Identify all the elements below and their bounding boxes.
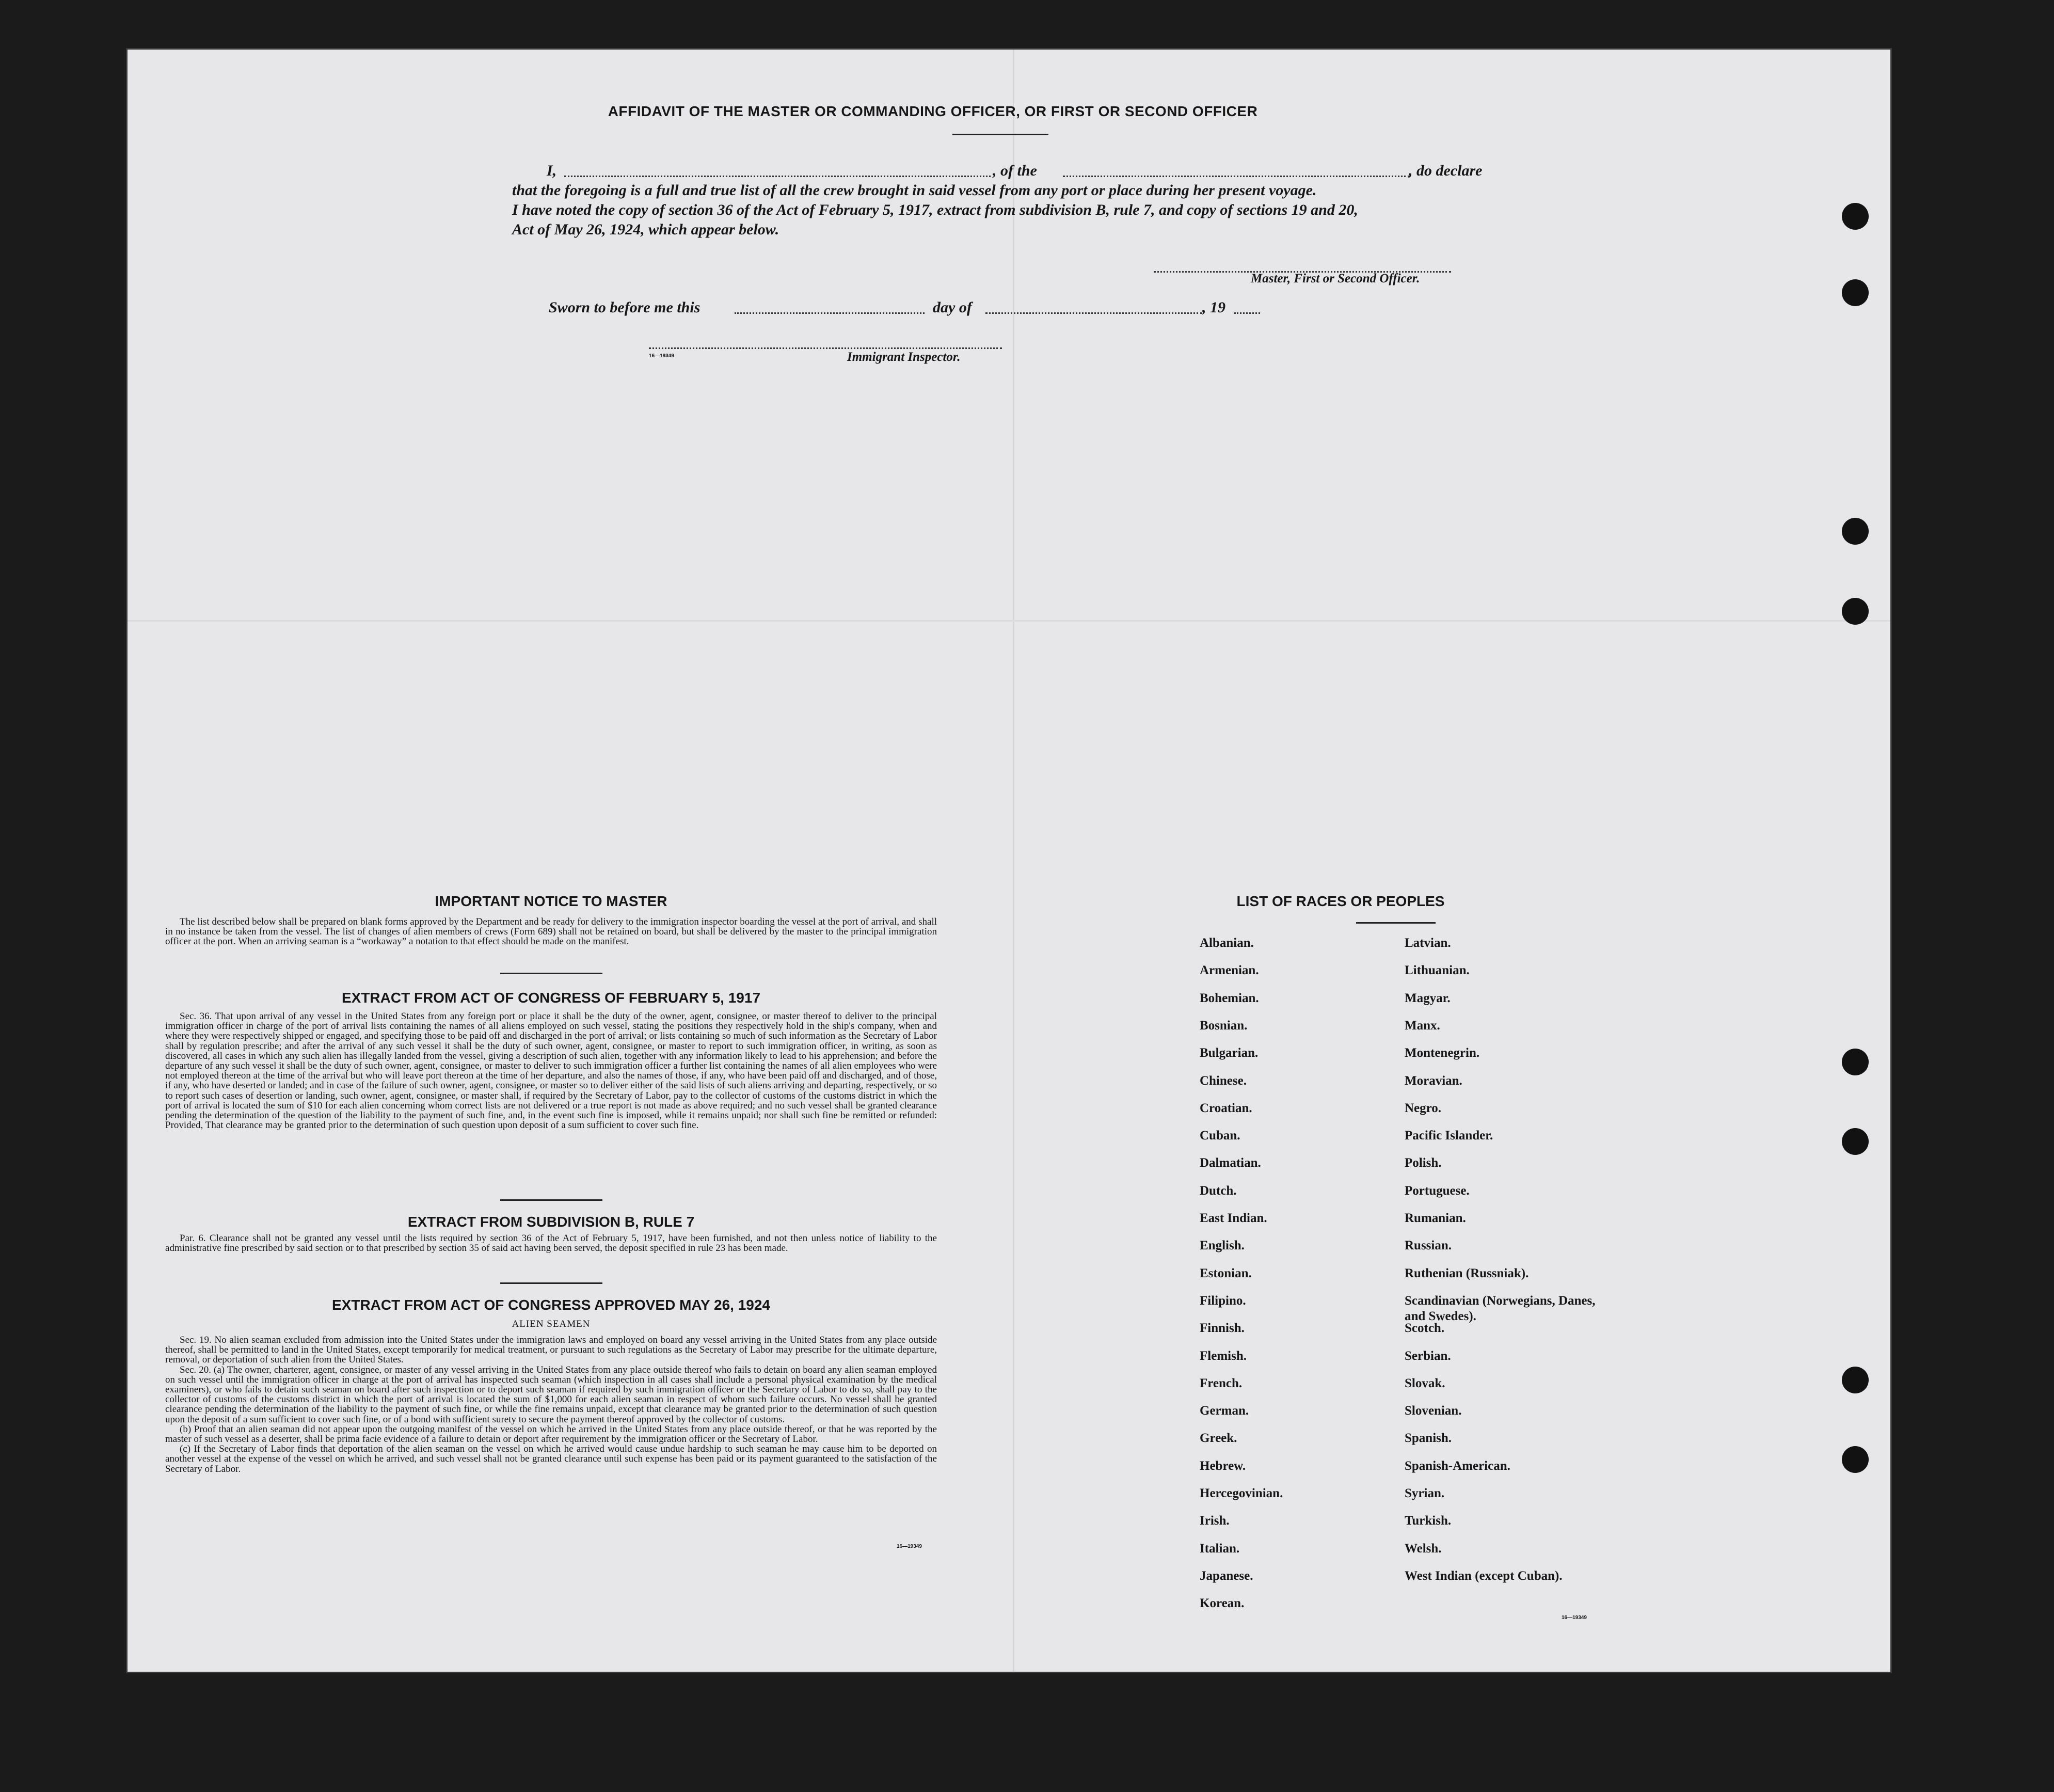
- race-item: Scandinavian (Norwegians, Danes, and Swedes).: [1405, 1293, 1596, 1323]
- notice-divider: [500, 973, 602, 974]
- race-item: Albanian.: [1200, 936, 1254, 950]
- race-item: Spanish.: [1405, 1431, 1452, 1446]
- race-item: Croatian.: [1200, 1101, 1252, 1115]
- race-item: Finnish.: [1200, 1321, 1245, 1336]
- race-item: Bulgarian.: [1200, 1046, 1259, 1060]
- vessel-blank-line[interactable]: [1063, 176, 1410, 177]
- race-item: Korean.: [1200, 1596, 1245, 1611]
- race-item: Estonian.: [1200, 1266, 1252, 1280]
- race-item: Portuguese.: [1405, 1183, 1470, 1198]
- race-item: Pacific Islander.: [1405, 1129, 1493, 1143]
- document-sheet: [128, 50, 1890, 1672]
- affidavit-of-the: , of the: [993, 162, 1037, 179]
- race-item: Filipino.: [1200, 1293, 1246, 1308]
- section-20c-paragraph: (c) If the Secretary of Labor finds that deportation of the alien seaman on the vessel on which he arrived would cause undue hardship to such seaman he may cause him to be deported on another vessel at the expense of the vessel on which he arrived, and such vessel shall not be granted clearance until such expense has been paid or its payment guaranteed to the satisfaction of the Secretary of Labor.: [165, 1444, 937, 1474]
- race-item: Latvian.: [1405, 936, 1451, 950]
- race-item: East Indian.: [1200, 1211, 1267, 1225]
- extract-1917-text: [165, 1011, 937, 1130]
- horizontal-fold-line: [128, 620, 1890, 622]
- sworn-month-blank-line[interactable]: [985, 312, 1202, 314]
- race-item: Slovenian.: [1405, 1404, 1462, 1418]
- subdivision-b-divider: [500, 1282, 602, 1284]
- extract-1917-title: EXTRACT FROM ACT OF CONGRESS OF FEBRUARY 5, 1917: [341, 990, 761, 1006]
- affidavit-i-label: I,: [547, 162, 557, 179]
- race-item: Rumanian.: [1405, 1211, 1466, 1225]
- punch-hole: [1842, 1446, 1869, 1473]
- day-of-label: day of: [933, 299, 972, 316]
- race-item: Syrian.: [1405, 1486, 1445, 1500]
- race-item: Irish.: [1200, 1514, 1230, 1528]
- extract-1924-text: [165, 1335, 937, 1474]
- race-item: Russian.: [1405, 1239, 1452, 1253]
- race-item: Scotch.: [1405, 1321, 1445, 1336]
- alien-seamen-subtitle: ALIEN SEAMEN: [512, 1319, 591, 1329]
- notice-paragraph: The list described below shall be prepared on blank forms approved by the Department and be ready for delivery to the immigration inspector boarding the vessel at the port of arrival, and shall in no instance be taken from the vessel. The list of changes of alien members of crews (Form 689) shall not be retained on board, but shall be delivered by the master to the principal immigration officer at the port. When an arriving seaman is a “workaway” a notation to that effect should be made on the manifest.: [165, 916, 937, 947]
- race-item: Bohemian.: [1200, 991, 1259, 1005]
- year-blank-line[interactable]: [1234, 312, 1260, 314]
- races-title: LIST OF RACES OR PEOPLES: [1236, 893, 1445, 909]
- punch-hole: [1842, 518, 1869, 545]
- race-item: Manx.: [1405, 1018, 1440, 1033]
- race-item: Armenian.: [1200, 963, 1259, 978]
- race-item: Hercegovinian.: [1200, 1486, 1283, 1500]
- races-title-underline: [1356, 922, 1436, 924]
- sworn-label: Sworn to before me this: [549, 299, 700, 316]
- affidavit-line-4: Act of May 26, 1924, which appear below.: [512, 221, 779, 238]
- signature-caption: Master, First or Second Officer.: [1251, 272, 1420, 286]
- subdivision-b-text: [165, 1233, 937, 1253]
- race-item: German.: [1200, 1404, 1249, 1418]
- race-item: Chinese.: [1200, 1073, 1247, 1088]
- race-item: Flemish.: [1200, 1349, 1247, 1363]
- race-item: Lithuanian.: [1405, 963, 1470, 978]
- extract-1917-divider: [500, 1199, 602, 1201]
- affidavit-line-3: I have noted the copy of section 36 of the Act of February 5, 1917, extract from subdivision B, rule 7, and copy of sections 19 and 20,: [512, 201, 1358, 218]
- punch-hole: [1842, 203, 1869, 230]
- year-label: , 19: [1202, 299, 1225, 316]
- form-number-top: 16—19349: [649, 353, 674, 359]
- race-item: Italian.: [1200, 1541, 1240, 1556]
- race-item: Turkish.: [1405, 1514, 1452, 1528]
- punch-hole: [1842, 279, 1869, 306]
- vertical-fold-line: [1013, 50, 1014, 1672]
- form-number-right: 16—19349: [1562, 1615, 1587, 1621]
- punch-hole: [1842, 1367, 1869, 1393]
- race-item: Japanese.: [1200, 1568, 1253, 1583]
- notice-text: [165, 917, 937, 947]
- form-number-left: 16—19349: [897, 1544, 922, 1549]
- name-blank-line[interactable]: [564, 176, 991, 177]
- par-6-paragraph: Par. 6. Clearance shall not be granted any vessel until the lists required by section 36 of the Act of February 5, 1917, have been furnished, and not then unless notice of liability to the administrative fine prescribed by said section or to that prescribed by section 35 of said act having been served, the deposit specified in rule 23 has been made.: [165, 1233, 937, 1254]
- race-item: Dutch.: [1200, 1183, 1237, 1198]
- race-item: Ruthenian (Russniak).: [1405, 1266, 1529, 1280]
- race-item: Montenegrin.: [1405, 1046, 1480, 1060]
- race-item: Polish.: [1405, 1156, 1442, 1170]
- extract-1924-title: EXTRACT FROM ACT OF CONGRESS APPROVED MAY 26, 1924: [332, 1297, 770, 1313]
- affidavit-line-2: that the foregoing is a full and true list of all the crew brought in said vessel from any port or place during her present voyage.: [512, 182, 1317, 199]
- inspector-signature-line[interactable]: [649, 347, 1002, 349]
- race-item: Greek.: [1200, 1431, 1237, 1446]
- section-19-paragraph: Sec. 19. No alien seaman excluded from admission into the United States under the immigration laws and employed on board any vessel arriving in the United States from any place outside thereof, shall be permitted to land in the United States, except temporarily for medical treatment, or pursuant to such regulations as the Secretary of Labor may prescribe for the ultimate departure, removal, or deportation of such alien from the United States.: [165, 1335, 937, 1366]
- affidavit-title: AFFIDAVIT OF THE MASTER OR COMMANDING OFFICER, OR FIRST OR SECOND OFFICER: [608, 103, 1258, 119]
- inspector-caption: Immigrant Inspector.: [847, 350, 961, 364]
- title-underline: [952, 134, 1048, 135]
- race-item: Spanish-American.: [1405, 1458, 1510, 1473]
- race-item: Welsh.: [1405, 1541, 1442, 1556]
- race-item: English.: [1200, 1239, 1245, 1253]
- race-item: West Indian (except Cuban).: [1405, 1568, 1563, 1583]
- race-item: Slovak.: [1405, 1376, 1445, 1390]
- section-20a-paragraph: Sec. 20. (a) The owner, charterer, agent, consignee, or master of any vessel arriving in the United States from any place outside thereof who fails to detain on board any alien seaman employed on such vessel until the immigration officer in charge at the port of arrival has inspected such seaman (which inspection in all cases shall include a personal physical examination by the medical examiners), or who fails to detain such seaman on board after such inspection or to deport such seaman if required by such immigration officer or the Secretary of Labor to do so, shall pay to the collector of customs of the customs district in which the port of arrival is located the sum of $1,000 for each alien seaman in respect of whom such failure occurs. No vessel shall be granted clearance pending the determination of the liability to the payment of such fine, or while the fine remains unpaid, except that clearance may be granted prior to the determination of such question upon the deposit of a sum sufficient to cover such fine, or of a bond with sufficient surety to secure the payment thereof approved by the collector of customs.: [165, 1364, 937, 1425]
- affidavit-do-declare: , do declare: [1409, 162, 1483, 179]
- race-item: French.: [1200, 1376, 1243, 1390]
- section-36-paragraph: Sec. 36. That upon arrival of any vessel in the United States from any foreign port or place it shall be the duty of the owner, agent, consignee, or master thereof to deliver to the principal immigration officer in charge of the port of arrival lists containing the names of all aliens employed on such vessel, stating the positions they respectively hold in the ship's company, when and where they were respectively shipped or engaged, and specifying those to be paid off and discharged in the port of arrival; or lists containing so much of such information as the Secretary of Labor shall by regulation prescribe; and after the arrival of any such vessel it shall be the duty of such owner, agent, consignee, or master to report to such immigration officer, in writing, as soon as discovered, all cases in which any such alien has illegally landed from the vessel, giving a description of such alien, together with any information likely to lead to his apprehension; and before the departure of any such vessel it shall be the duty of such owner, agent, consignee, or master to deliver to such immigration officer a further list containing the names of all alien employees who were not employed thereon at the time of the arrival but who will leave port thereon at the time of her departure, and also the names of those, if any, who have been paid off and discharged, and of those, if any, who have deserted or landed; and in case of the failure of such owner, agent, consignee, or master so to deliver either of the said lists of such aliens arriving and departing, respectively, or so to report such cases of desertion or landing, such owner, agent, consignee, or master shall, if required by the Secretary of Labor, pay to the collector of customs of the customs district in which the port of arrival is located the sum of $10 for each alien concerning whom correct lists are not delivered or a true report is not made as above required; and no such vessel shall be granted clearance pending the determination of the question of the liability to the payment of such fine, and, in the event such fine is imposed, while it remains unpaid; nor shall such fine be remitted or refunded: Provided, That clearance may be granted prior to the determination of such question upon deposit of a sum sufficient to cover such fine.: [165, 1011, 937, 1131]
- race-item: Cuban.: [1200, 1129, 1240, 1143]
- race-item: Dalmatian.: [1200, 1156, 1261, 1170]
- punch-hole: [1842, 598, 1869, 625]
- notice-title: IMPORTANT NOTICE TO MASTER: [435, 893, 667, 909]
- punch-hole: [1842, 1128, 1869, 1155]
- race-item: Negro.: [1405, 1101, 1442, 1115]
- race-item: Serbian.: [1405, 1349, 1451, 1363]
- punch-hole: [1842, 1049, 1869, 1075]
- race-item: Bosnian.: [1200, 1018, 1248, 1033]
- section-20b-paragraph: (b) Proof that an alien seaman did not appear upon the outgoing manifest of the vessel on which he arrived in the United States from any place outside thereof, or that he was reported by the master of such vessel as a deserter, shall be prima facie evidence of a failure to detain or deport after requirement by the immigration officer or the Secretary of Labor.: [165, 1423, 937, 1445]
- race-item: Magyar.: [1405, 991, 1451, 1005]
- subdivision-b-title: EXTRACT FROM SUBDIVISION B, RULE 7: [407, 1214, 695, 1230]
- sworn-day-blank-line[interactable]: [735, 312, 925, 314]
- race-item: Moravian.: [1405, 1073, 1462, 1088]
- race-item: Hebrew.: [1200, 1458, 1246, 1473]
